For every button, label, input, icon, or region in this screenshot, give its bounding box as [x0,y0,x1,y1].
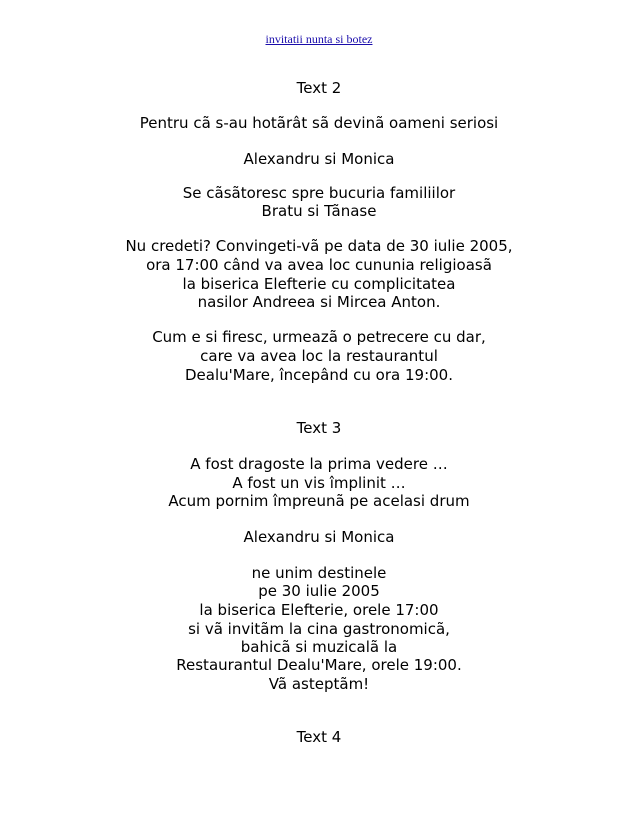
text-line: Pentru cã s-au hotãrât sã devinã oameni seriosi [139,114,499,132]
text-line: Acum pornim împreunã pe acelasi drum [168,492,470,510]
section-heading: Text 3 [296,419,342,437]
text-line: Nu credeti? Convingeti-vã pe data de 30 iulie 2005, [125,237,513,255]
text-line: si vã invitãm la cina gastronomicã, [188,620,450,638]
text-line: Vã asteptãm! [268,675,370,693]
text-line: A fost dragoste la prima vedere … [190,455,448,473]
text-line: care va avea loc la restaurantul [200,347,438,365]
text-line: nasilor Andreea si Mircea Anton. [197,293,441,311]
text-line: Alexandru si Monica [243,150,395,168]
text-line: A fost un vis împlinit … [232,474,406,492]
text-line: Dealu'Mare, începând cu ora 19:00. [185,366,453,384]
text-line: Cum e si firesc, urmeazã o petrecere cu dar, [152,328,486,346]
text-line: la biserica Elefterie, orele 17:00 [199,601,439,619]
text-line: Se cãsãtoresc spre bucuria familiilor [182,184,456,202]
section-heading: Text 2 [296,79,342,97]
text-line: ora 17:00 când va avea loc cununia religioasã [146,256,492,274]
section-heading: Text 4 [296,728,342,746]
text-line: la biserica Elefterie cu complicitatea [182,275,456,293]
text-line: Restaurantul Dealu'Mare, orele 19:00. [176,656,462,674]
text-line: Alexandru si Monica [243,528,395,546]
text-line: ne unim destinele [251,564,387,582]
text-line: pe 30 iulie 2005 [258,582,380,600]
text-line: bahicã si muzicalã la [240,638,398,656]
text-line: Bratu si Tãnase [261,202,377,220]
header-link[interactable]: invitatii nunta si botez [265,32,373,46]
